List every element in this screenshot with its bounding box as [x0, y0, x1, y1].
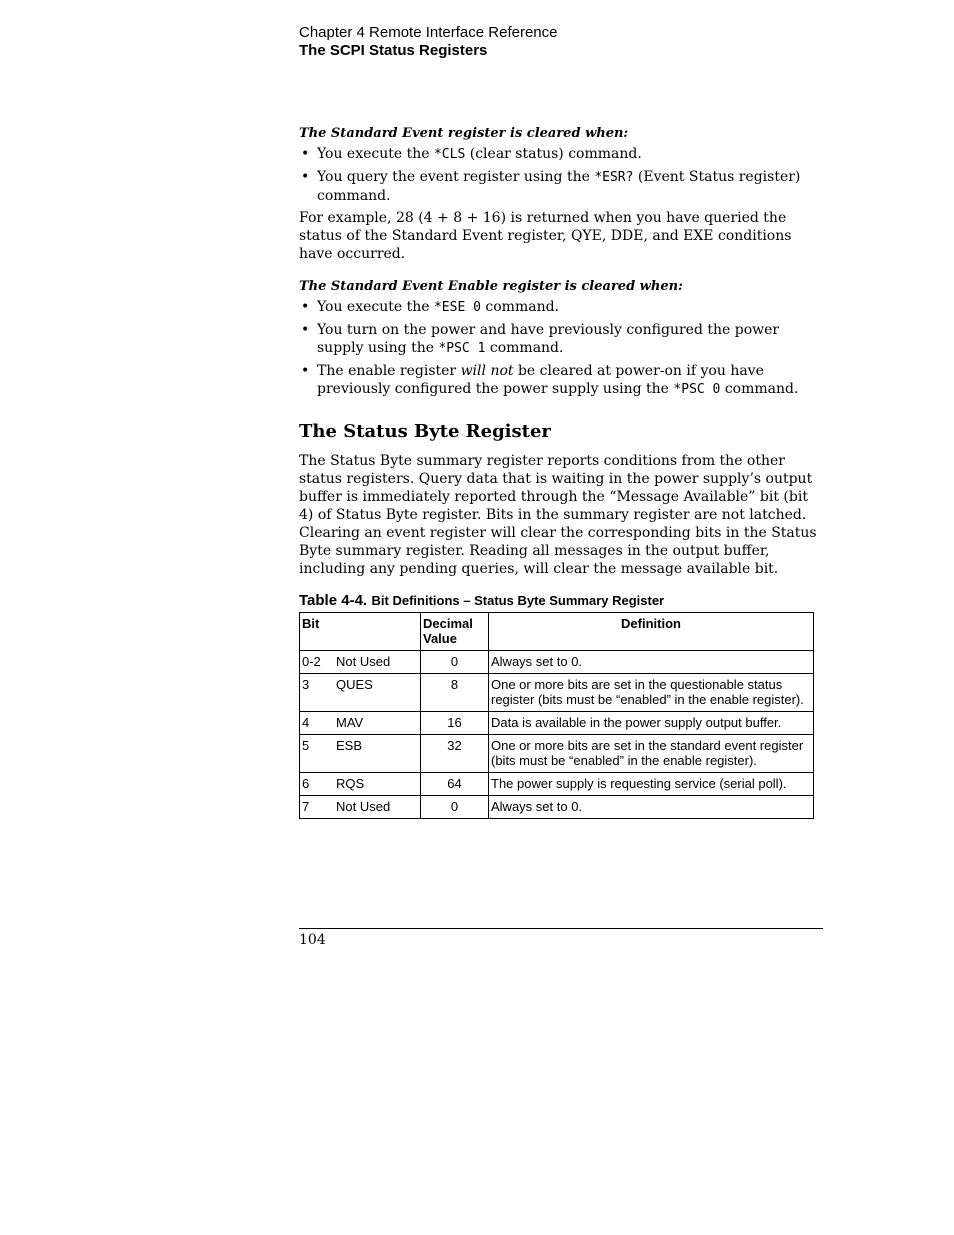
code-psc1: *PSC 1	[438, 341, 486, 356]
table-row	[300, 773, 814, 796]
std-event-cleared-heading: The Standard Event register is cleared when:	[299, 126, 629, 141]
list-item: • You turn on the power and have previously configured the power supply using the *PSC 1 command.	[299, 321, 821, 358]
table-row	[300, 651, 814, 674]
bit-definitions-table	[299, 612, 814, 819]
code-ese: *ESE 0	[433, 300, 481, 315]
code-esr: *ESR?	[594, 170, 634, 185]
decimal-value: 8	[421, 674, 489, 712]
status-byte-title: The Status Byte Register	[299, 421, 551, 442]
example-paragraph: For example, 28 (4 + 8 + 16) is returned when you have queried the status of the Standard Event register, QYE, DDE, and EXE conditions have occurred.	[299, 210, 792, 262]
table-row	[300, 735, 814, 773]
decimal-value: 16	[421, 712, 489, 735]
bit-name: QUES	[336, 677, 373, 692]
table-row	[300, 674, 814, 712]
bit-number: 7	[302, 799, 310, 814]
list-item: • You execute the *ESE 0 command.	[299, 298, 821, 317]
status-byte-body: The Status Byte summary register reports conditions from the other status registers. Query data that is waiting in the power supply’s output buffer is immediately reported through the “Message Available” bit (bit 4) of Status Byte register. Bits in the summary register are not latched. Clearing an event register will clear the corresponding bits in the Status Byte summary register. Reading all messages in the output buffer, including any pending queries, will clear the message available bit.	[299, 453, 817, 577]
std-event-cleared-list	[299, 145, 821, 205]
bit-name: RQS	[336, 776, 365, 791]
bit-definition: The power supply is requesting service (serial poll).	[489, 773, 814, 796]
bit-definition: One or more bits are set in the questionable status register (bits must be “enabled” in the enable register).	[489, 674, 814, 712]
decimal-value: 32	[421, 735, 489, 773]
code-cls: *CLS	[433, 147, 466, 162]
list-item: • You execute the *CLS (clear status) command.	[299, 145, 821, 164]
table-caption-text: Bit Definitions – Status Byte Summary Register	[371, 593, 665, 608]
bit-number: 4	[302, 715, 310, 730]
main-content	[299, 126, 821, 578]
table-caption	[299, 592, 664, 610]
list-item: • You query the event register using the *ESR? (Event Status register) command.	[299, 168, 821, 205]
header-decimal-value: Decimal Value	[421, 613, 489, 651]
bit-definition: One or more bits are set in the standard event register (bits must be “enabled” in the enable register).	[489, 735, 814, 773]
table-header-row	[300, 613, 814, 651]
bit-definition: Always set to 0.	[489, 651, 814, 674]
chapter-header: Chapter 4 Remote Interface Reference	[299, 24, 558, 41]
bit-definition: Always set to 0.	[489, 796, 814, 819]
bit-name: MAV	[336, 715, 364, 730]
table-number: Table 4-4.	[299, 592, 368, 609]
decimal-value: 64	[421, 773, 489, 796]
section-header: The SCPI Status Registers	[299, 42, 488, 59]
table-row	[300, 712, 814, 735]
bit-number: 6	[302, 776, 310, 791]
bit-name: Not Used	[336, 654, 391, 669]
header-bit: Bit	[300, 613, 421, 651]
code-psc0: *PSC 0	[673, 382, 721, 397]
bit-number: 3	[302, 677, 310, 692]
page-number: 104	[299, 932, 326, 948]
footer-divider	[299, 928, 823, 929]
decimal-value: 0	[421, 651, 489, 674]
bit-number: 5	[302, 738, 310, 753]
table-row	[300, 796, 814, 819]
bit-name: Not Used	[336, 799, 391, 814]
emphasis-will-not: will not	[460, 363, 514, 379]
bit-number: 0-2	[302, 654, 321, 669]
bit-name: ESB	[336, 738, 363, 753]
bit-definition: Data is available in the power supply output buffer.	[489, 712, 814, 735]
list-item: • The enable register will not be cleared at power-on if you have previously configured the power supply using the *PSC 0 command.	[299, 362, 821, 399]
decimal-value: 0	[421, 796, 489, 819]
header-definition: Definition	[489, 613, 814, 651]
std-enable-cleared-heading: The Standard Event Enable register is cleared when:	[299, 279, 683, 294]
std-enable-cleared-list	[299, 298, 821, 399]
